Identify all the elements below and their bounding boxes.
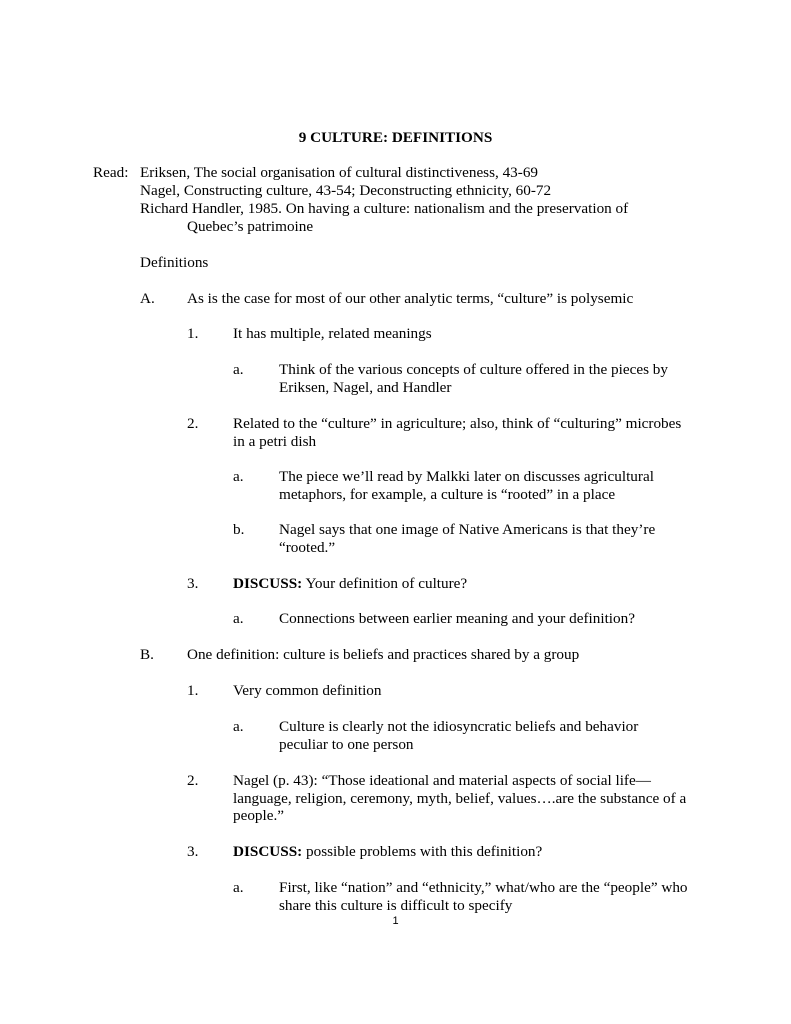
outline-marker: a. [233, 468, 244, 485]
reading-continuation: Quebec’s patrimoine [187, 218, 314, 235]
outline-text: Your definition of culture? [302, 575, 468, 592]
outline-text: It has multiple, related meanings [233, 325, 432, 342]
outline-text: First, like “nation” and “ethnicity,” what/who are the “people” who [279, 879, 688, 896]
outline-text: Think of the various concepts of culture offered in the pieces by [279, 361, 668, 378]
outline-text: people.” [233, 807, 285, 824]
outline-subitem [279, 879, 688, 914]
outline-item [233, 575, 467, 593]
outline-text: Connections between earlier meaning and your definition? [279, 610, 635, 627]
outline-marker: 2. [187, 415, 199, 432]
section-heading: Definitions [140, 254, 209, 271]
outline-text: metaphors, for example, a culture is “rooted” in a place [279, 485, 616, 503]
read-label: Read: [93, 164, 129, 181]
outline-item [233, 325, 432, 343]
outline-marker: a. [233, 361, 244, 378]
outline-marker: a. [233, 718, 244, 735]
outline-heading-A [187, 290, 633, 308]
outline-text: Nagel (p. 43): “Those ideational and material aspects of social life— [233, 772, 651, 789]
outline-marker: 2. [187, 772, 199, 789]
reading-line: Richard Handler, 1985. On having a culture: nationalism and the preservation of [140, 200, 629, 217]
outline-marker: 1. [187, 325, 199, 342]
page-number: 1 [392, 915, 399, 927]
discuss-label: DISCUSS: [233, 843, 303, 860]
outline-text: possible problems with this definition? [302, 843, 543, 860]
discuss-label: DISCUSS: [233, 575, 303, 592]
outline-marker: b. [233, 521, 245, 538]
outline-item [233, 415, 681, 450]
outline-text: peculiar to one person [279, 735, 414, 753]
outline-text: share this culture is difficult to specify [279, 896, 513, 914]
reading-line: Eriksen, The social organisation of cultural distinctiveness, 43-69 [140, 164, 539, 181]
discuss-line [233, 575, 467, 593]
outline-item [233, 682, 381, 700]
outline-text: in a petri dish [233, 432, 317, 450]
outline-subitem [279, 361, 668, 396]
outline-text: Nagel says that one image of Native Americans is that they’re [279, 521, 656, 538]
outline-marker-B: B. [140, 646, 154, 663]
outline-text: Culture is clearly not the idiosyncratic beliefs and behavior [279, 718, 639, 735]
outline-marker: 3. [187, 575, 199, 592]
outline-marker: a. [233, 879, 244, 896]
discuss-line [233, 843, 542, 861]
outline-subitem [279, 521, 655, 556]
outline-marker: a. [233, 610, 244, 627]
outline-text: The piece we’ll read by Malkki later on discusses agricultural [279, 468, 654, 485]
outline-item [233, 772, 686, 825]
outline-subitem [279, 610, 635, 628]
outline-item [233, 843, 542, 861]
outline-marker-A: A. [140, 290, 155, 307]
outline-text: One definition: culture is beliefs and practices shared by a group [187, 646, 580, 663]
outline-subitem [279, 468, 654, 503]
page-title: 9 CULTURE: DEFINITIONS [298, 129, 493, 146]
outline-text: Eriksen, Nagel, and Handler [279, 378, 452, 396]
outline-subitem [279, 718, 638, 753]
outline-marker: 1. [187, 682, 199, 699]
outline-text: Related to the “culture” in agriculture; also, think of “culturing” microbes [233, 415, 682, 432]
outline-text: As is the case for most of our other analytic terms, “culture” is polysemic [187, 290, 634, 307]
reading-line: Nagel, Constructing culture, 43-54; Deconstructing ethnicity, 60-72 [140, 182, 552, 199]
outline-text: language, religion, ceremony, myth, belief, values….are the substance of a [233, 789, 687, 807]
outline-marker: 3. [187, 843, 199, 860]
outline-text: “rooted.” [279, 538, 336, 556]
outline-heading-B [187, 646, 579, 664]
outline-text: Very common definition [233, 682, 382, 699]
